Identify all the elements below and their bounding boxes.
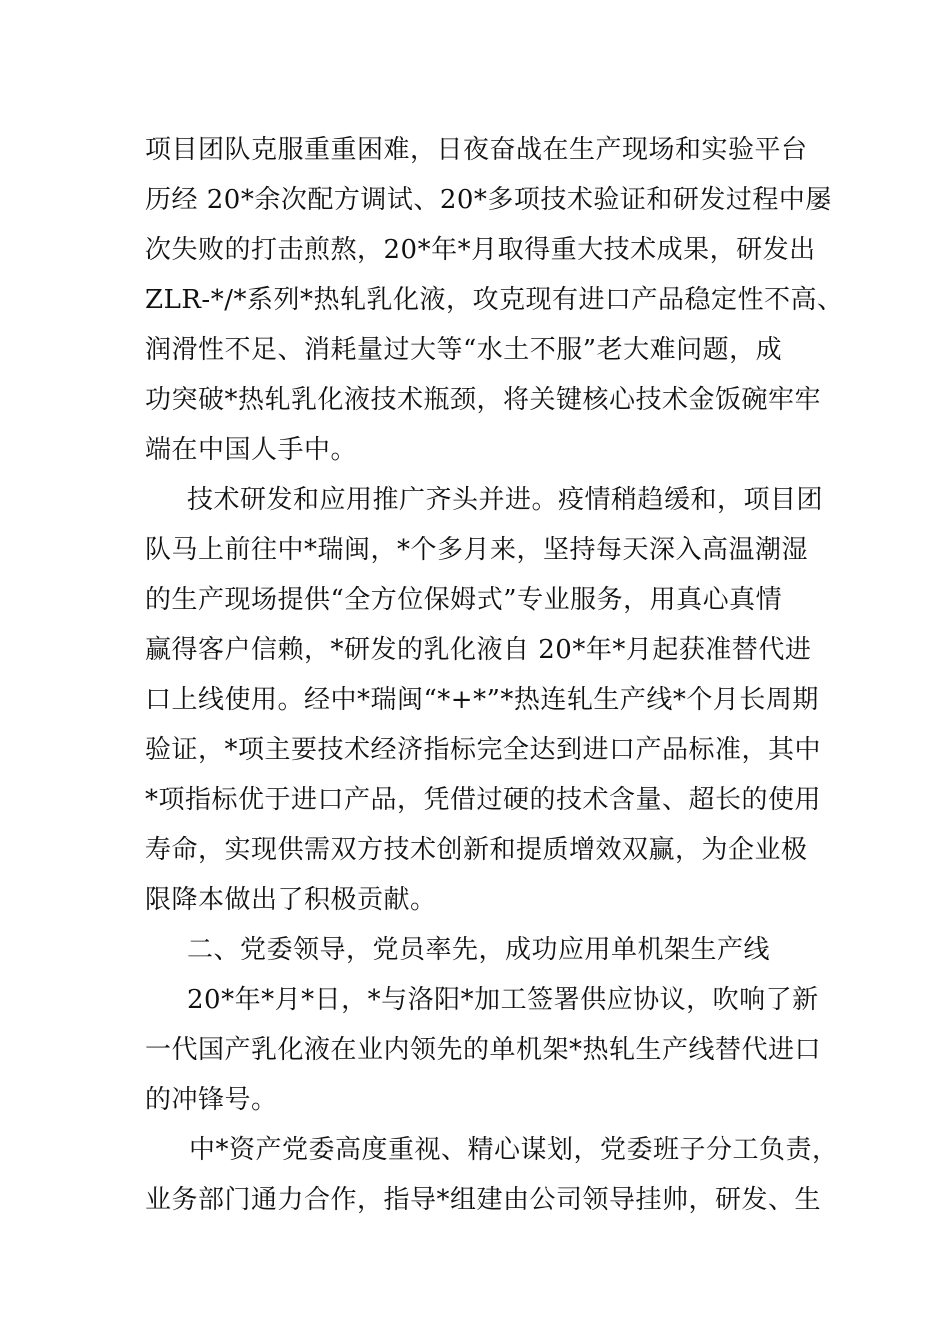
text-line: 队马上前往中*瑞闽，*个多月来，坚持每天深入高温潮湿 (145, 535, 809, 565)
text-line: 功突破*热轧乳化液技术瓶颈，将关键核心技术金饭碗牢牢 (145, 385, 822, 415)
text-line: 端在中国人手中。 (145, 435, 358, 465)
text-line: 润滑性不足、消耗量过大等“水土不服”老大难问题，成 (145, 335, 783, 365)
text-line: 限降本做出了积极贡献。 (145, 885, 437, 915)
text-line: 次失败的打击煎熬，20*年*月取得重大技术成果，研发出 (145, 235, 816, 265)
text-line: 历经 20*余次配方调试、20*多项技术验证和研发过程中屡 (145, 185, 832, 215)
paragraph-start-line: 20*年*月*日，*与洛阳*加工签署供应协议，吹响了新 (187, 985, 819, 1015)
text-line: 寿命，实现供需双方技术创新和提质增效双赢，为企业极 (145, 835, 808, 865)
text-line: 口上线使用。经中*瑞闽“*+*”*热连轧生产线*个月长周期 (145, 685, 819, 715)
section-heading: 二、党委领导，党员率先，成功应用单机架生产线 (187, 935, 771, 965)
text-line: *项指标优于进口产品，凭借过硬的技术含量、超长的使用 (145, 785, 822, 815)
text-line: 验证，*项主要技术经济指标完全达到进口产品标准，其中 (145, 735, 822, 765)
text-line: 一代国产乳化液在业内领先的单机架*热轧生产线替代进口 (145, 1035, 822, 1065)
paragraph-start-line: 中*资产党委高度重视、精心谋划，党委班子分工负责， (189, 1135, 839, 1165)
text-line: 的冲锋号。 (145, 1085, 278, 1115)
text-line: ZLR-*/*系列*热轧乳化液，攻克现有进口产品稳定性不高、 (145, 285, 844, 315)
paragraph-start-line: 技术研发和应用推广齐头并进。疫情稍趋缓和，项目团 (187, 485, 824, 515)
text-line: 业务部门通力合作，指导*组建由公司领导挂帅，研发、生 (145, 1185, 822, 1215)
text-line: 赢得客户信赖，*研发的乳化液自 20*年*月起获准替代进 (145, 635, 812, 665)
text-line: 的生产现场提供“全方位保姆式”专业服务，用真心真情 (145, 585, 783, 615)
text-line: 项目团队克服重重困难，日夜奋战在生产现场和实验平台 (145, 135, 808, 165)
